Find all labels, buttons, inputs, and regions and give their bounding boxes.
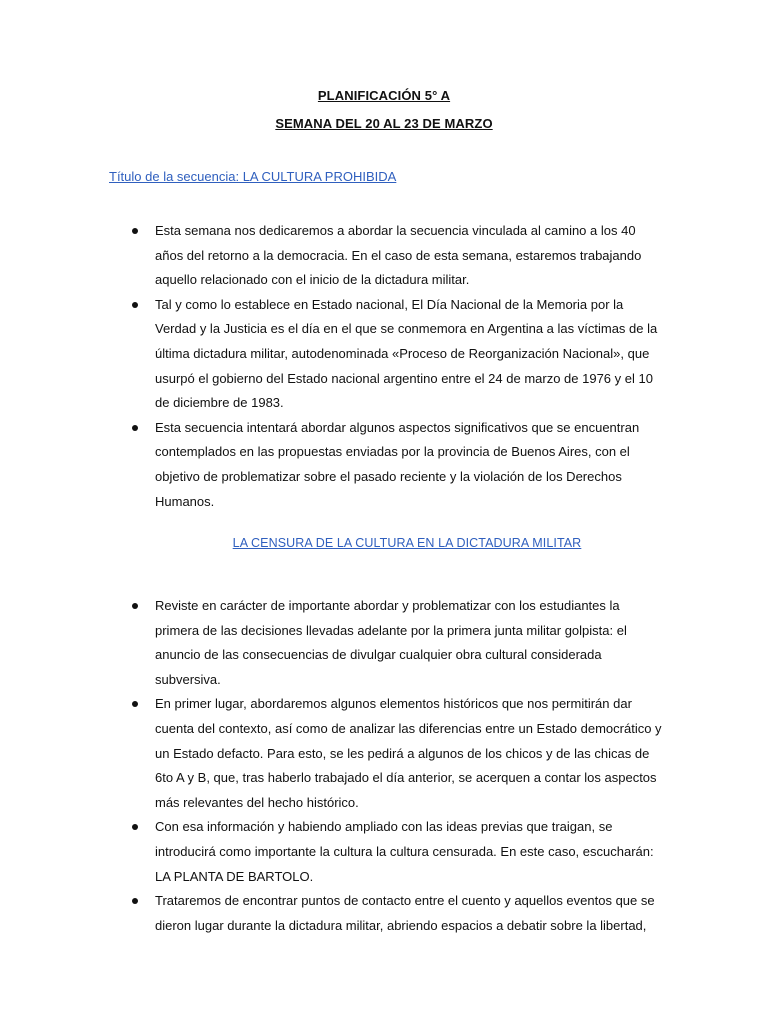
list-item-text: Esta semana nos dedicaremos a abordar la secuencia vinculada al camino a los 40 años del retorno a la democracia. En el caso de esta semana, estaremos trabajando aquello relacionado con el inicio de la dictadura militar. [155,223,642,288]
bullet-list-intro [126,219,666,514]
bullet-icon [132,824,138,830]
list-item [126,416,666,514]
bullet-icon [132,302,138,308]
document-subheading [0,116,768,131]
list-item-text: Con esa información y habiendo ampliado con las ideas previas que traigan, se introducirá como importante la cultura la cultura censurada. En este caso, escucharán: LA PLANTA DE BARTOLO. [155,819,654,884]
list-item [126,692,666,815]
document-heading [0,88,768,103]
list-item-text: En primer lugar, abordaremos algunos elementos históricos que nos permitirán dar cuenta del contexto, así como de analizar las diferencias entre un Estado democrático y un Estado defacto. Para esto, se les pedirá a algunos de los chicos y de las chicas de 6to A y B, que, tras haberlo trabajado el día anterior, se acerquen a contar los aspectos más relevantes del hecho histórico. [155,696,662,810]
heading-text: PLANIFICACIÓN 5° A [317,88,451,103]
bullet-icon [132,701,138,707]
section-title: LA CENSURA DE LA CULTURA EN LA DICTADURA MILITAR [232,536,582,550]
list-item [126,594,666,692]
list-item [126,219,666,293]
list-item-text: Trataremos de encontrar puntos de contacto entre el cuento y aquellos eventos que se dieron lugar durante la dictadura militar, abriendo espacios a debatir sobre la libertad, [155,893,655,933]
bullet-list-censorship [126,594,666,938]
list-item [126,293,666,416]
list-item-text: Esta secuencia intentará abordar algunos aspectos significativos que se encuentran contemplados en las propuestas enviadas por la provincia de Buenos Aires, con el objetivo de problematizar sobre el pasado reciente y la violación de los Derechos Humanos. [155,419,640,509]
subheading-text: SEMANA DEL 20 AL 23 DE MARZO [275,116,493,131]
list-item [126,815,666,889]
list-item [126,889,666,938]
list-item-text: Reviste en carácter de importante abordar y problematizar con los estudiantes la primera de las decisiones llevadas adelante por la primera junta militar golpista: el anuncio de las consecuencias de divulgar cualquier obra cultural considerada subversiva. [155,598,627,687]
bullet-icon [132,425,138,431]
bullet-icon [132,228,138,234]
bullet-icon [132,898,138,904]
sequence-title: Título de la secuencia: LA CULTURA PROHIBIDA [109,169,397,184]
list-item-text: Tal y como lo establece en Estado nacional, El Día Nacional de la Memoria por la Verdad y la Justicia es el día en el que se conmemora en Argentina a las víctimas de la última dictadura militar, autodenominada «Proceso de Reorganización Nacional», que usurpó el gobierno del Estado nacional argentino entre el 24 de marzo de 1976 y el 10 de diciembre de 1983. [155,296,658,411]
bullet-icon [132,603,138,609]
